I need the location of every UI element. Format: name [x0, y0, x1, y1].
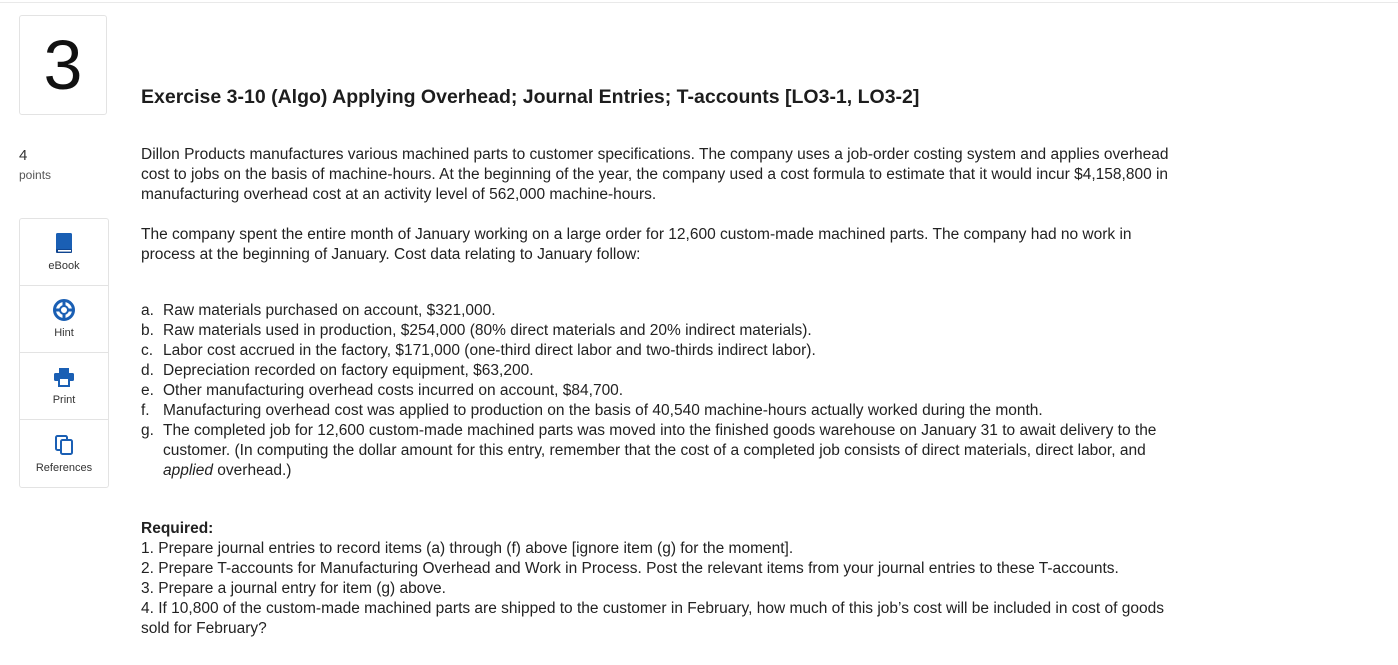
required-heading: Required: [141, 520, 214, 537]
points-value: 4 [19, 147, 28, 164]
exercise-title: Exercise 3-10 (Algo) Applying Overhead; Journal Entries; T-accounts [LO3-1, LO3-2] [141, 86, 920, 108]
list-item [141, 341, 1181, 361]
points-info [19, 147, 51, 182]
printer-icon [53, 366, 75, 388]
required-line: 1. Prepare journal entries to record items (a) through (f) above [ignore item (g) for the moment]. [141, 540, 794, 557]
ebook-label: eBook [48, 260, 80, 272]
item-text-italic: applied [163, 462, 213, 479]
references-button[interactable] [20, 420, 108, 487]
item-marker: a. [141, 302, 154, 319]
print-label: Print [52, 394, 76, 406]
item-text: Raw materials used in production, $254,000 (80% direct materials and 20% indirect materials). [163, 322, 812, 339]
required-line: 4. If 10,800 of the custom-made machined parts are shipped to the customer in February, how much of this job’s cost will be included in cost of goods sold for February? [141, 600, 1164, 637]
print-button[interactable] [20, 353, 108, 420]
item-marker: b. [141, 322, 154, 339]
hint-button[interactable] [20, 286, 108, 353]
cost-data-list [141, 301, 1181, 481]
list-item [141, 401, 1181, 421]
item-marker: c. [141, 342, 154, 359]
question-body [141, 145, 1181, 639]
ebook-button[interactable] [20, 219, 108, 286]
required-line: 3. Prepare a journal entry for item (g) above. [141, 580, 446, 597]
required-line: 2. Prepare T-accounts for Manufacturing Overhead and Work in Process. Post the relevant items from your journal entries to these T-accounts. [141, 560, 1119, 577]
list-item [141, 421, 1181, 481]
item-text: Other manufacturing overhead costs incurred on account, $84,700. [163, 382, 624, 399]
lifebuoy-icon [53, 299, 75, 321]
points-label: points [19, 168, 52, 182]
item-text: Labor cost accrued in the factory, $171,000 (one-third direct labor and two-thirds indirect labor). [163, 342, 816, 359]
book-icon [53, 232, 75, 254]
intro-paragraph: Dillon Products manufactures various machined parts to customer specifications. The company uses a job-order costing system and applies overhead cost to jobs on the basis of machine-hours. At the beginning of the year, the company used a cost formula to estimate that it would incur $4,158,800 in manufacturing overhead cost at an activity level of 562,000 machine-hours. [141, 146, 1169, 203]
item-text: Raw materials purchased on account, $321,000. [163, 302, 496, 319]
item-marker: d. [141, 362, 154, 379]
item-marker: e. [141, 382, 154, 399]
list-item [141, 321, 1181, 341]
copy-icon [53, 434, 75, 456]
item-marker: f. [141, 402, 150, 419]
required-section [141, 519, 1181, 639]
item-text: Manufacturing overhead cost was applied to production on the basis of 40,540 machine-hours actually worked during the month. [163, 402, 1043, 419]
item-text: Depreciation recorded on factory equipment, $63,200. [163, 362, 534, 379]
top-divider [0, 2, 1398, 3]
item-text [163, 421, 1181, 481]
item-text-before: The completed job for 12,600 custom-made machined parts was moved into the finished goods warehouse on January 31 to await delivery to the customer. (In computing the dollar amount for this entry, remember that the cost of a completed job consists of direct materials, direct labor, and [163, 422, 1157, 459]
hint-label: Hint [54, 327, 74, 339]
item-marker: g. [141, 422, 154, 439]
list-item [141, 381, 1181, 401]
tools-panel [19, 218, 109, 488]
question-number: 3 [19, 15, 107, 115]
list-item [141, 361, 1181, 381]
references-label: References [35, 461, 93, 474]
item-text-after: overhead.) [213, 462, 292, 479]
list-item [141, 301, 1181, 321]
january-paragraph: The company spent the entire month of January working on a large order for 12,600 custom-made machined parts. The company had no work in process at the beginning of January. Cost data relating to January follow: [141, 226, 1132, 263]
